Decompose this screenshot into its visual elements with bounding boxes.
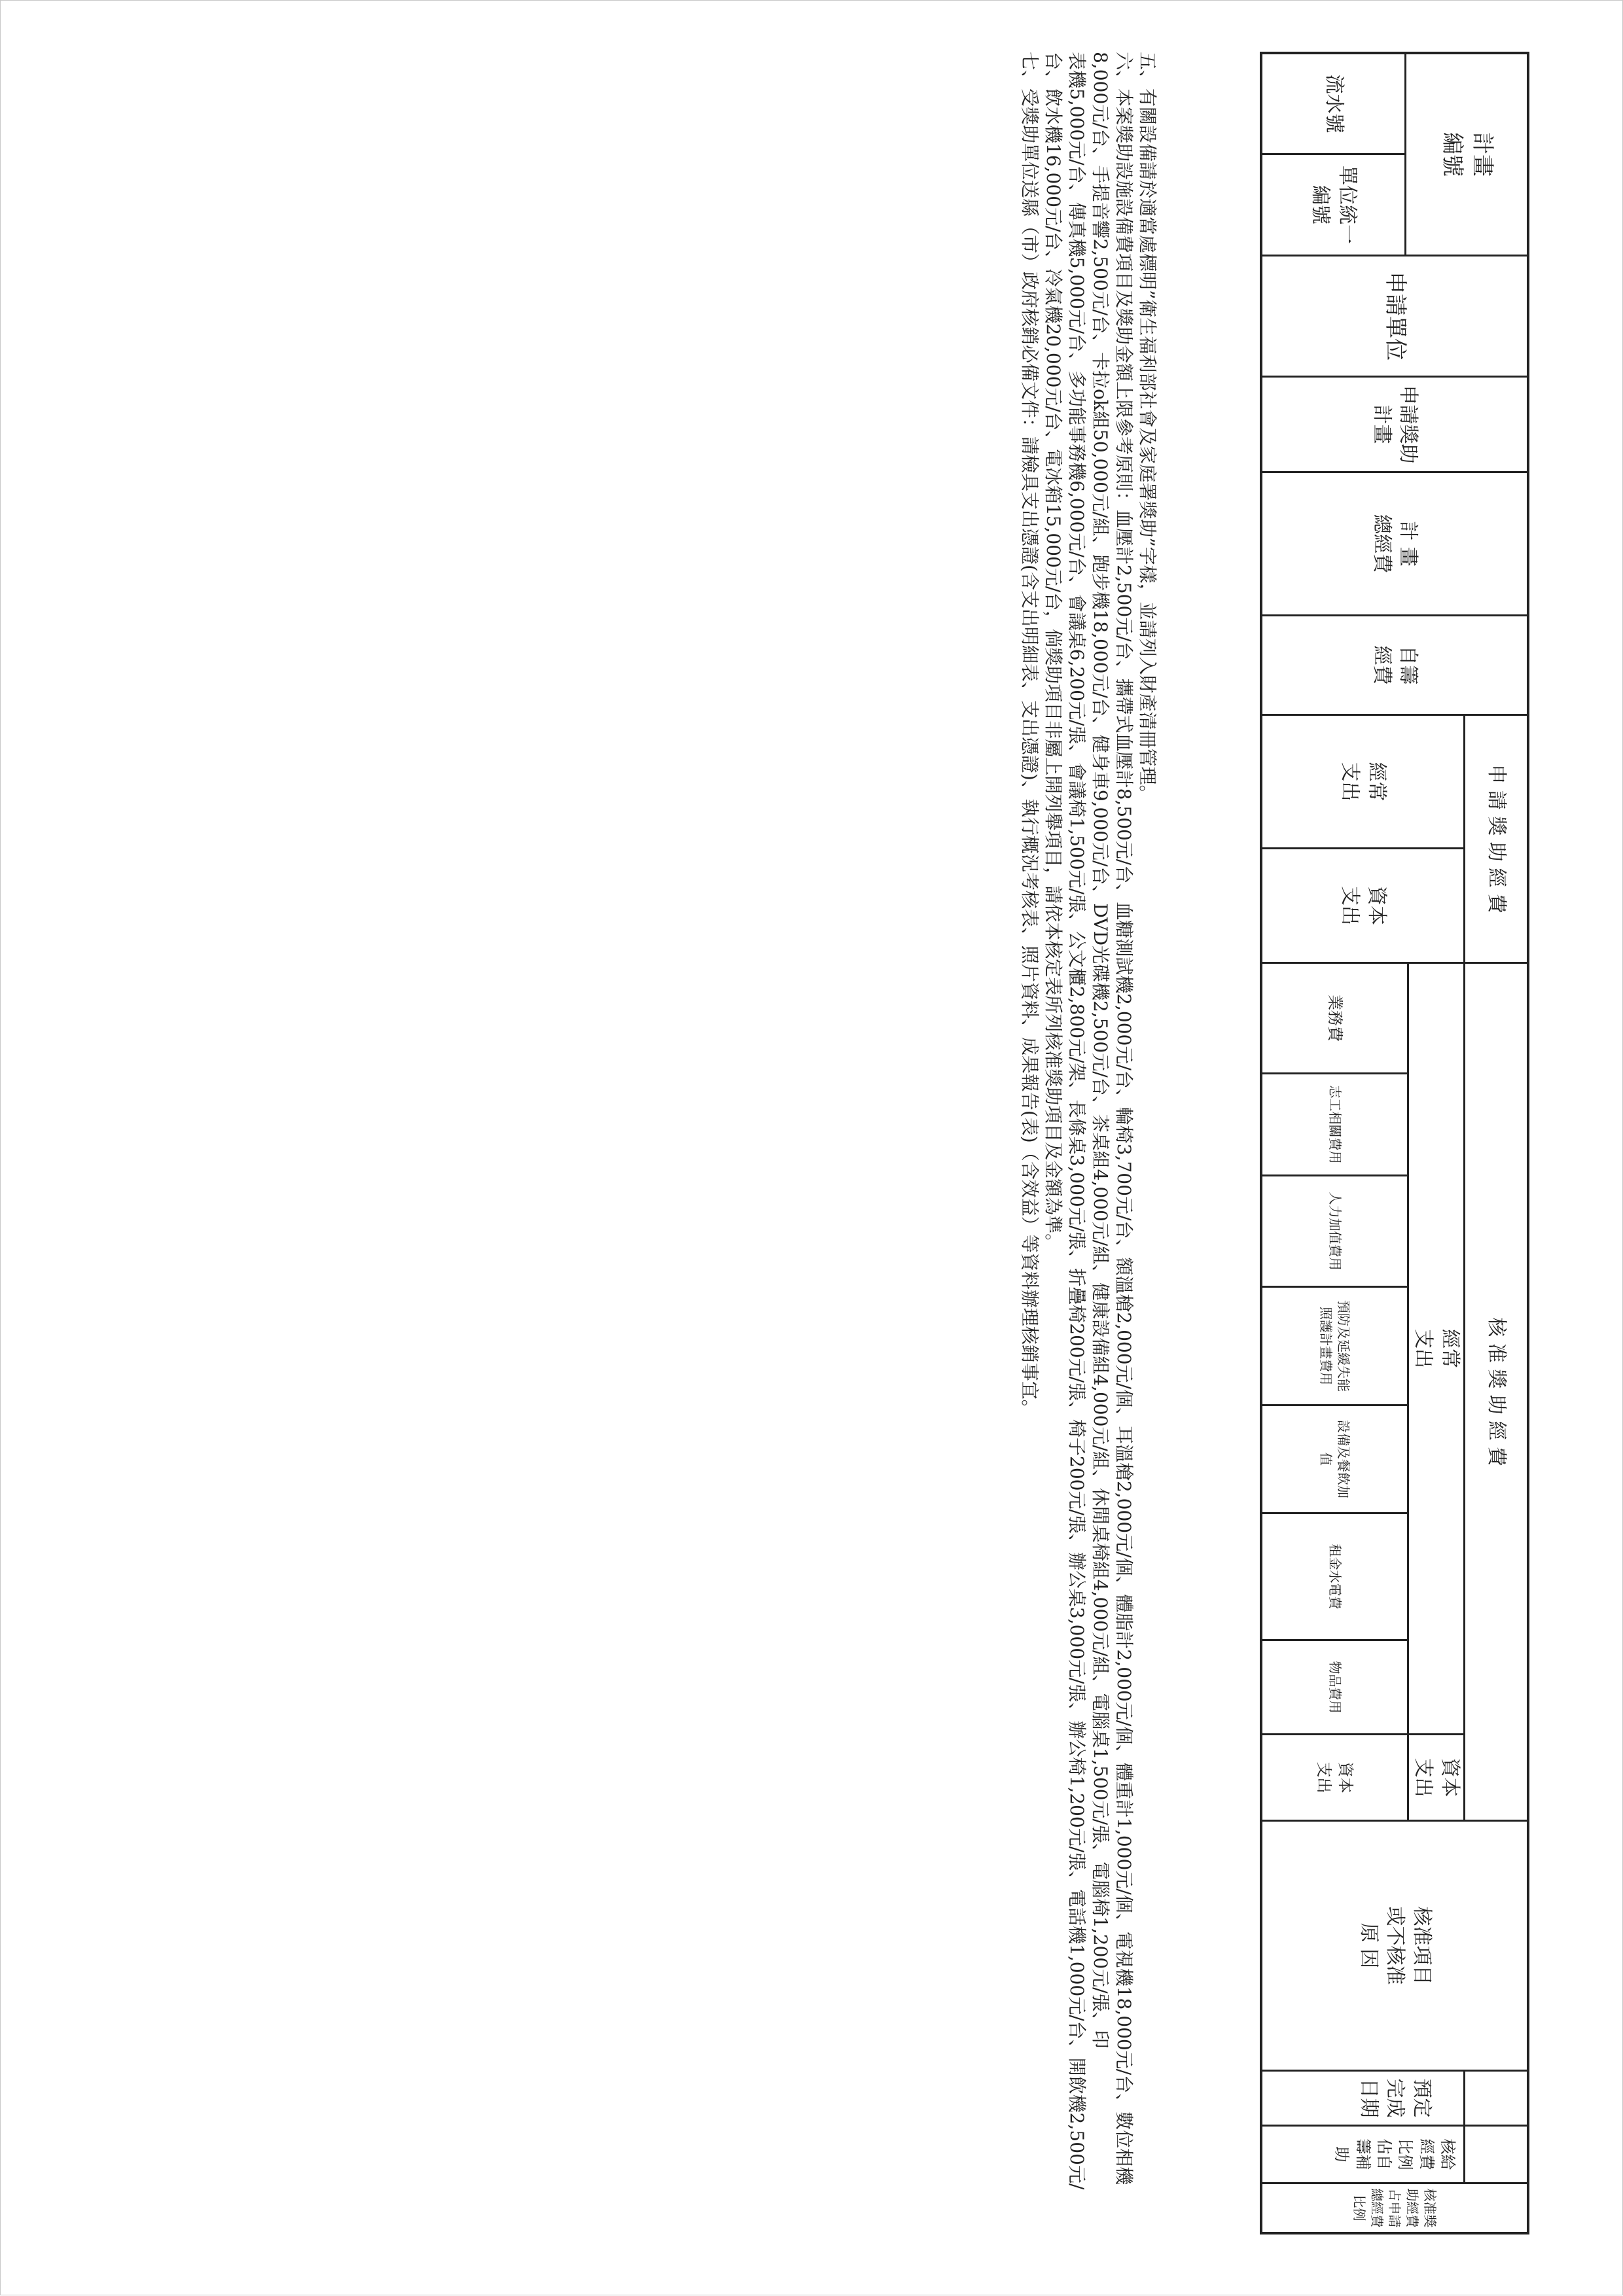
plan-total-header: 計 畫 總經費	[1370, 514, 1420, 573]
requested-funds-header: 申 請 獎 助 經 費	[1485, 764, 1508, 913]
approved-capital-header: 資本 支出	[1412, 1757, 1461, 1797]
serial-number-header: 流水號	[1322, 74, 1346, 133]
note-line: 台、飲水機16,000元/台、冷氣機20,000元/台、電冰箱15,000元/台，倘獎助項目非屬上開列舉項目，請依本核定表所列核准獎助項目及金額為準。	[1043, 52, 1064, 1252]
note-line: 表機5,000元/台、傳真機5,000元/台、多功能事務機6,000元/台、會議桌6,200元/張、會議椅1,500元/張、公文櫃2,800元/架、長條桌3,000元/張、折疊椅200元/張、椅子200元/張、辦公桌3,000元/張、辦公椅1,200元/張、電話機1,000元/台、開飲機2,500元/	[1066, 52, 1088, 2190]
applicant-unit-header: 申請單位	[1382, 272, 1408, 361]
note-line: 七、受獎助單位送縣（市）政府核銷必備文件：請檢具支出憑證(含支出明細表、支出憑證)、執行概況考核表、照片資料、成果報告(表)（含效益）等資料辦理核銷事宜。	[1019, 52, 1041, 1418]
prevention-care-cost-header: 預防及延緩失能 照護計畫費用	[1318, 1300, 1352, 1392]
capital-expense-header: 資本 支出	[1315, 1761, 1355, 1793]
subsidy-approval-table	[1260, 52, 1529, 2234]
expected-completion-date-header: 預定 完成 日期	[1357, 2078, 1433, 2118]
requested-operating-header: 經常 支出	[1338, 762, 1388, 802]
volunteer-cost-header: 志工相關費用	[1327, 1085, 1343, 1164]
rent-utilities-header: 租金水電費	[1327, 1544, 1343, 1610]
business-cost-header: 業務費	[1325, 995, 1344, 1042]
manpower-cost-header: 人力加值費用	[1327, 1192, 1343, 1271]
approved-operating-header: 經常 支出	[1412, 1329, 1461, 1368]
note-line: 五、有關設備請於適當處標明”衛生福利部社會及家庭署獎助”字樣，並請列入財產清冊管理。	[1137, 52, 1158, 804]
equipment-meal-header: 設備及餐飲加 值	[1318, 1420, 1352, 1498]
subsidy-share-header: 核准獎 助經費 占申請 總經費 比例	[1351, 2188, 1438, 2228]
note-line: 六、本案獎助設施設備費項目及獎助金額上限參考原則：血壓計2,500元/台、攜帶式血壓計8,500元/台、血糖測試機2,000元/台、輪椅3,700元/台、額溫槍2,000元/個、耳溫槍2,000元/個、體脂計2,000元/個、體重計1,000元/個、電視機18,000元/台、數位相機	[1113, 52, 1135, 2185]
requested-plan-header: 申請獎助 計畫	[1370, 385, 1420, 464]
rotated-landscape-content	[1, 1, 1623, 2296]
plan-number-header: 計畫 編號	[1439, 132, 1495, 177]
approval-scope-header: 核准項目 或不核准 原 因	[1357, 1906, 1433, 1985]
requested-capital-header: 資本 支出	[1338, 886, 1388, 925]
note-line: 8,000元/台、手提音響2,500元/台、卡拉ok組50,000元/組、跑步機18,000元/台、健身車9,000元/台、DVD光碟機2,500元/台、茶桌組4,000元/組、健康設備組4,000元/組、休閒桌椅組4,000元/組、電腦桌1,500元/張、電腦椅1,200元/張、印	[1090, 52, 1111, 2049]
notes-section	[1018, 52, 1159, 2211]
approved-funds-header: 核 准 獎 助 經 費	[1485, 1317, 1508, 1466]
unit-id-header: 單位統一 編號	[1309, 166, 1359, 244]
subsidy-ratio-header: 核給 經費 比例 佔自 籌補 助	[1332, 2138, 1457, 2170]
self-funds-header: 自籌 經費	[1370, 645, 1420, 685]
supplies-cost-header: 物品費用	[1327, 1661, 1343, 1714]
